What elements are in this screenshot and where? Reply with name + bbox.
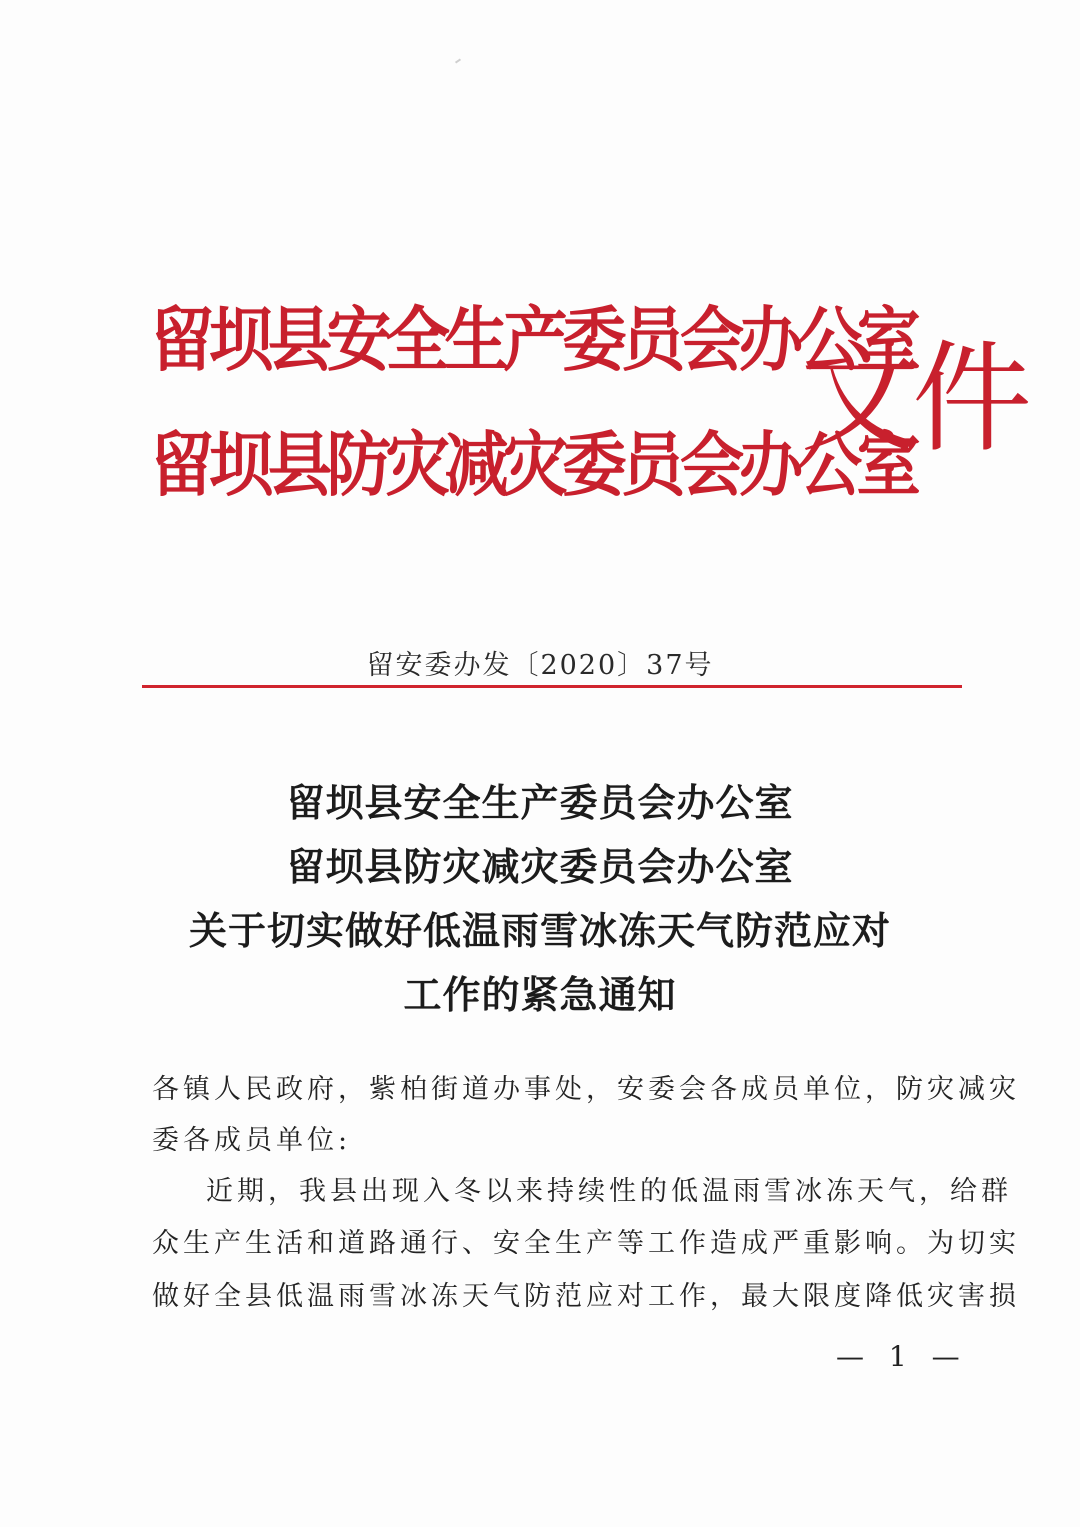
addressee-line-1: 各镇人民政府，紫柏街道办事处，安委会各成员单位，防灾减灾	[152, 1074, 1020, 1105]
red-divider-line	[142, 685, 962, 688]
title-line-1: 留坝县安全生产委员会办公室	[286, 780, 794, 825]
masthead-document-label: 文件	[800, 330, 1024, 469]
document-number: 留安委办发〔2020〕37号	[366, 650, 714, 681]
body-paragraph-line-2: 众生产生活和道路通行、安全生产等工作造成严重影响。为切实	[152, 1228, 1020, 1259]
masthead-org-line-1: 留坝县安全生产委员会办公室	[150, 298, 916, 381]
red-masthead	[150, 290, 1024, 525]
title-line-4: 工作的紧急通知	[403, 972, 677, 1017]
title-line-2: 留坝县防灾减灾委员会办公室	[286, 844, 794, 889]
title-line-3: 关于切实做好低温雨雪冰冻天气防范应对	[188, 908, 891, 953]
page-number: — 1 —	[836, 1340, 968, 1373]
body-paragraph-line-3: 做好全县低温雨雪冰冻天气防范应对工作，最大限度降低灾害损	[152, 1281, 1020, 1312]
addressee-line-2: 委各成员单位:	[152, 1125, 352, 1156]
body-paragraph-line-1: 近期，我县出现入冬以来持续性的低温雨雪冰冻天气，给群	[206, 1176, 1012, 1207]
masthead-org-line-2: 留坝县防灾减灾委员会办公室	[150, 423, 916, 506]
scan-mark	[455, 58, 461, 63]
